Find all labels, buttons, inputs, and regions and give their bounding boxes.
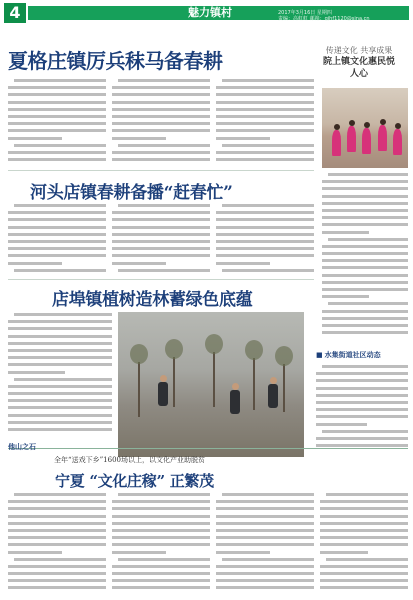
second-text-col2 [112,203,210,278]
text-line [216,85,314,92]
text-line [8,319,112,326]
text-line [216,564,314,571]
text-line [8,246,106,253]
text-line [8,348,112,355]
text-line [322,280,408,287]
text-line [322,222,408,229]
text-line [8,571,106,578]
text-line [322,265,408,272]
community-title: ■ 水集街道社区动态 [316,350,381,360]
text-line [112,564,210,571]
text-line [8,114,106,121]
text-line [316,443,408,450]
text-line [322,186,408,193]
text-line [322,201,408,208]
main-text-col2 [112,78,210,170]
text-line [216,203,314,210]
text-line [322,273,408,280]
text-line [112,253,210,260]
second-text-col1 [8,203,106,278]
main-text-col3 [216,78,314,170]
text-line [216,261,314,268]
text-line [216,557,314,564]
text-line [216,100,314,107]
text-line [8,239,106,246]
text-line [112,210,210,217]
text-line [316,386,408,393]
text-line [320,521,408,528]
text-line [8,427,112,434]
fourth-text-col1 [8,492,106,594]
text-line [8,405,112,412]
main-text-col1 [8,78,106,170]
text-line [8,326,112,333]
text-line [216,107,314,114]
planting-photo [118,312,304,457]
text-line [216,535,314,542]
text-line [216,585,314,592]
text-line [316,422,408,429]
text-line [112,514,210,521]
text-line [322,323,408,330]
text-line [216,246,314,253]
text-line [112,128,210,135]
text-line [320,528,408,535]
text-line [112,492,210,499]
text-line [8,420,112,427]
text-line [112,85,210,92]
divider [8,170,314,171]
text-line [8,550,106,557]
text-line [216,239,314,246]
text-line [322,179,408,186]
text-line [322,215,408,222]
text-line [8,136,106,143]
text-line [112,203,210,210]
text-line [322,287,408,294]
text-line [112,78,210,85]
text-line [216,253,314,260]
text-line [8,107,106,114]
date-line: 2017年3月16日 星期四 [278,10,332,16]
text-line [320,542,408,549]
text-line [8,585,106,592]
text-line [316,436,408,443]
text-line [316,371,408,378]
section-title: 魅力镇村 [188,6,232,19]
text-line [316,414,408,421]
text-line [216,492,314,499]
text-line [216,157,314,164]
text-line [320,578,408,585]
text-line [112,585,210,592]
text-line [216,128,314,135]
text-line [8,362,112,369]
side-kicker: 传递文化 共享成果 [325,46,393,55]
text-line [322,194,408,201]
text-line [112,261,210,268]
text-line [322,172,408,179]
text-line [112,571,210,578]
text-line [322,230,408,237]
text-line [112,268,210,275]
text-line [216,232,314,239]
text-line [8,150,106,157]
text-line [8,384,112,391]
headline-second: 河头店镇春耕备播“赶春忙” [30,183,233,203]
text-line [320,585,408,592]
fourth-text-col3 [216,492,314,594]
text-line [216,92,314,99]
text-line [8,268,106,275]
text-line [320,514,408,521]
text-line [8,514,106,521]
text-line [322,330,408,337]
text-line [112,114,210,121]
page-number: 4 [4,3,26,23]
text-line [216,225,314,232]
text-line [216,521,314,528]
side-headline: 院上镇文化惠民悦人心 [322,57,395,79]
side-text [322,172,408,344]
text-line [216,506,314,513]
text-line [322,258,408,265]
text-line [8,312,112,319]
text-line [8,391,112,398]
text-line [320,557,408,564]
text-line [8,85,106,92]
text-line [8,557,106,564]
text-line [322,251,408,258]
text-line [112,225,210,232]
text-line [8,232,106,239]
text-line [8,355,112,362]
text-line [216,150,314,157]
text-line [8,521,106,528]
text-line [216,121,314,128]
text-line [112,528,210,535]
text-line [8,528,106,535]
text-line [8,506,106,513]
text-line [320,571,408,578]
text-line [216,499,314,506]
text-line [322,208,408,215]
text-line [8,398,112,405]
text-line [112,542,210,549]
dance-photo [322,88,408,168]
text-line [8,564,106,571]
text-line [112,550,210,557]
text-line [112,506,210,513]
text-line [112,239,210,246]
text-line [216,528,314,535]
second-text-col3 [216,203,314,278]
text-line [8,78,106,85]
headline-main: 夏格庄镇厉兵秣马备春耕 [8,49,223,73]
third-text-col1 [8,312,112,440]
text-line [112,217,210,224]
fourth-text-col2 [112,492,210,594]
text-line [216,571,314,578]
text-line [112,557,210,564]
fourth-text-col4 [320,492,408,594]
text-line [8,121,106,128]
divider [8,279,314,280]
text-line [322,316,408,323]
text-line [216,136,314,143]
text-line [8,492,106,499]
text-line [8,261,106,268]
text-line [8,499,106,506]
text-line [8,334,112,341]
text-line [112,100,210,107]
text-line [216,514,314,521]
text-line [316,378,408,385]
text-line [216,268,314,275]
community-text [316,364,408,454]
text-line [322,237,408,244]
text-line [8,92,106,99]
section-rule [8,448,408,449]
text-line [8,413,112,420]
text-line [320,535,408,542]
text-line [320,550,408,557]
headline-third: 店埠镇植树造林蓄绿色底蕴 [52,290,253,310]
text-line [216,217,314,224]
text-line [216,550,314,557]
text-line [216,143,314,150]
text-line [8,253,106,260]
text-line [112,150,210,157]
text-line [8,203,106,210]
text-line [216,114,314,121]
text-line [112,157,210,164]
text-line [216,78,314,85]
text-line [322,301,408,308]
text-line [8,535,106,542]
text-line [316,407,408,414]
text-line [316,400,408,407]
text-line [8,157,106,164]
text-line [112,121,210,128]
text-line [322,309,408,316]
text-line [112,92,210,99]
text-line [320,492,408,499]
text-line [8,210,106,217]
text-line [8,225,106,232]
text-line [216,542,314,549]
text-line [8,370,112,377]
editor-line: 责编：高虹虹 邮箱：gjhf1120@sina.cn [278,16,370,22]
text-line [316,364,408,371]
text-line [8,341,112,348]
text-line [320,499,408,506]
text-line [112,246,210,253]
page-header [0,3,413,23]
text-line [8,377,112,384]
text-line [8,217,106,224]
fourth-kicker: 全年“送戏下乡”1600场以上，以文化产业助脱贫 [54,456,205,464]
text-line [8,143,106,150]
text-line [112,107,210,114]
text-line [112,521,210,528]
text-line [8,100,106,107]
text-line [322,244,408,251]
text-line [216,210,314,217]
text-line [320,564,408,571]
headline-fourth: 宁夏 “文化庄稼” 正繁茂 [55,472,214,490]
section-tag: 他山之石 [8,443,36,451]
text-line [316,429,408,436]
text-line [112,578,210,585]
text-line [112,499,210,506]
text-line [316,393,408,400]
text-line [8,128,106,135]
text-line [322,294,408,301]
text-line [112,143,210,150]
text-line [8,578,106,585]
text-line [216,578,314,585]
text-line [112,136,210,143]
text-line [112,535,210,542]
text-line [8,542,106,549]
text-line [112,232,210,239]
text-line [320,506,408,513]
